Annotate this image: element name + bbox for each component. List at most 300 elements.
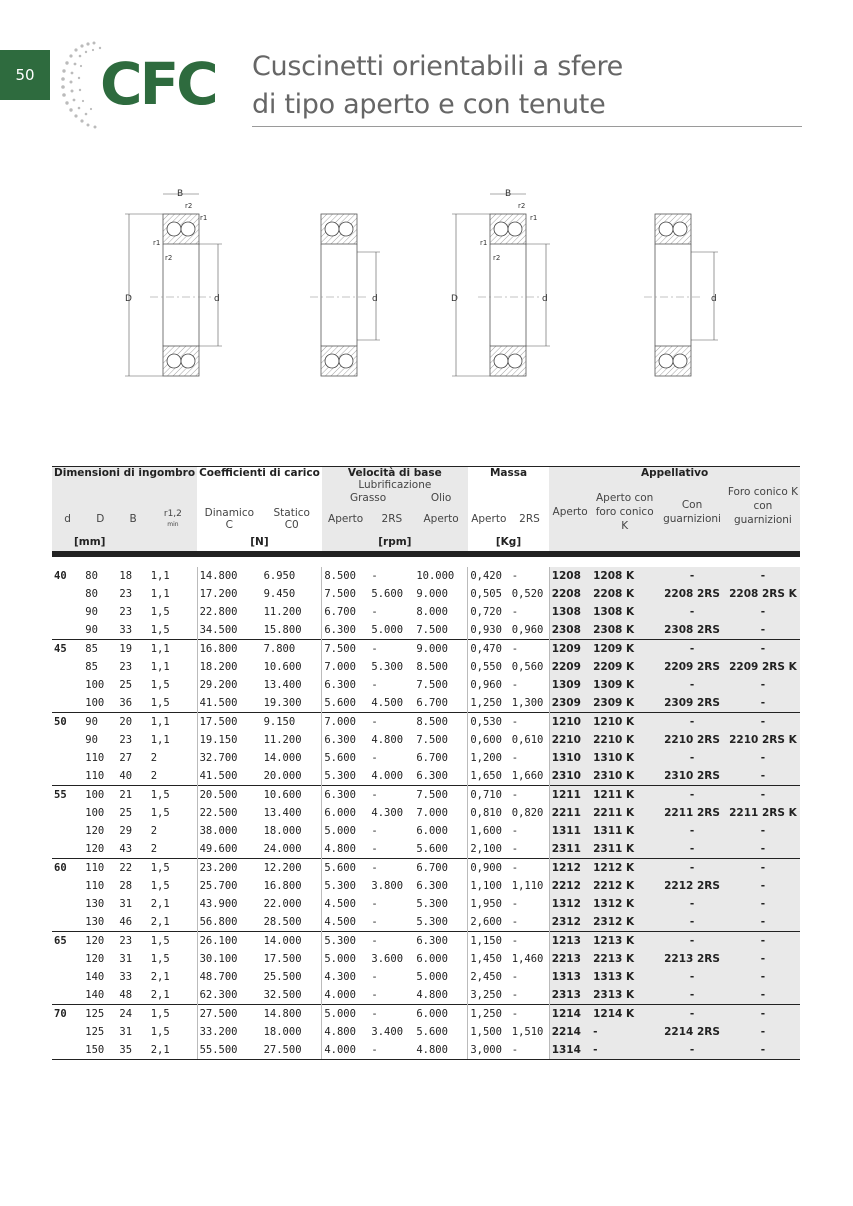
table-cell: 80 (85, 570, 98, 582)
table-cell: 2210 2RS K (726, 731, 800, 749)
table-cell: 130 (85, 916, 105, 928)
table-cell: 4.800 (416, 989, 448, 1001)
table-cell: - (658, 640, 726, 659)
table-cell: 5.600 (416, 843, 448, 855)
bearing-spec-table-wrap (52, 466, 800, 1060)
table-cell: 2209 2RS K (726, 658, 800, 676)
table-cell: 4.500 (371, 697, 404, 709)
table-row (52, 749, 800, 767)
table-row (52, 1005, 800, 1024)
table-row (52, 968, 800, 986)
table-cell: 1,1 (150, 661, 170, 673)
table-cell: 32.500 (263, 989, 302, 1001)
table-cell: 7.000 (322, 713, 370, 732)
table-body (52, 567, 800, 1060)
table-cell: - (726, 859, 800, 878)
table-cell: 24 (117, 1005, 148, 1024)
table-cell: 65 (52, 932, 83, 951)
table-cell: 1,660 (511, 770, 544, 782)
table-cell: 1,250 (468, 1005, 510, 1024)
table-cell: 2313 K (591, 986, 658, 1005)
col-statico (262, 505, 322, 533)
table-cell: 25 (119, 679, 133, 691)
table-cell: 1313 K (591, 968, 658, 986)
table-cell: 23 (119, 734, 133, 746)
table-cell: 90 (85, 734, 98, 746)
table-cell: 17.500 (263, 953, 302, 965)
table-cell: 49.600 (197, 840, 262, 859)
col-massa-2rs: 2RS (519, 513, 540, 525)
col-D: D (83, 505, 117, 533)
table-cell: 7.500 (416, 624, 448, 636)
table-cell: 1314 (549, 1041, 591, 1060)
table-cell: 2208 K (591, 585, 658, 603)
bearing-spec-table (52, 466, 800, 1060)
table-cell: 0,420 (468, 567, 510, 585)
table-cell: 2214 (549, 1023, 591, 1041)
table-cell: 0,900 (468, 859, 510, 878)
table-cell: - (369, 932, 414, 951)
table-cell: 1208 K (591, 567, 658, 585)
table-cell: 27.500 (197, 1005, 262, 1024)
table-cell: 1311 K (591, 822, 658, 840)
table-cell (52, 767, 83, 786)
col-r12 (149, 505, 197, 533)
table-cell: 2,1 (150, 916, 170, 928)
page-title (252, 48, 623, 124)
table-cell: - (658, 676, 726, 694)
table-cell: - (658, 932, 726, 951)
table-cell: 0,930 (468, 621, 510, 640)
table-row (52, 950, 800, 968)
table-cell: - (726, 621, 800, 640)
table-cell: - (591, 1023, 658, 1041)
table-cell: 0,710 (468, 786, 510, 805)
table-cell: 36 (119, 697, 133, 709)
table-cell: 5.600 (322, 694, 370, 713)
table-cell: - (371, 570, 378, 582)
table-cell: 2308 (549, 621, 591, 640)
table-cell: 17.200 (197, 585, 262, 603)
table-cell: - (371, 606, 378, 618)
table-cell: 4.000 (371, 770, 404, 782)
table-cell: 20 (117, 713, 148, 732)
table-cell: 100 (85, 807, 105, 819)
table-cell: 1312 K (591, 895, 658, 913)
table-cell: 150 (83, 1041, 117, 1060)
title-line-1: Cuscinetti orientabili a sfere (252, 51, 623, 82)
table-cell: 2309 (549, 694, 591, 713)
col-dinamico-symbol: C (225, 519, 233, 531)
table-cell (52, 1041, 83, 1060)
table-cell: 2212 2RS (658, 877, 726, 895)
table-row (52, 585, 800, 603)
table-cell: 125 (85, 1026, 105, 1038)
table-cell: 31 (119, 953, 133, 965)
table-cell: - (658, 986, 726, 1005)
table-cell: 140 (85, 971, 105, 983)
table-cell: 6.300 (414, 932, 468, 951)
table-cell: 1,150 (468, 932, 510, 951)
table-cell: 34.500 (197, 621, 262, 640)
table-cell: - (511, 679, 519, 691)
table-cell: 9.450 (263, 588, 296, 600)
page-number: 50 (15, 66, 35, 84)
table-cell: 2211 2RS (658, 804, 726, 822)
table-cell: - (511, 570, 519, 582)
table-cell: 25 (119, 807, 133, 819)
table-cell: 1311 (549, 822, 591, 840)
table-row (52, 877, 800, 895)
table-row (52, 621, 800, 640)
table-cell: 55 (52, 786, 83, 805)
table-cell: 0,530 (468, 713, 510, 732)
label-B-3: B (505, 189, 512, 199)
table-cell: - (726, 713, 800, 732)
table-cell: - (726, 676, 800, 694)
table-cell: 2208 2RS (658, 585, 726, 603)
table-cell: - (726, 913, 800, 932)
table-cell: - (510, 932, 549, 951)
logo-dot-ring (61, 42, 101, 129)
table-cell: - (510, 640, 549, 659)
col-olio-aperto: Aperto (414, 505, 468, 533)
table-cell: 29.200 (197, 676, 262, 694)
table-cell: 1,600 (468, 822, 510, 840)
table-cell (52, 585, 83, 603)
table-cell: 1,5 (150, 697, 170, 709)
table-cell: 23 (119, 588, 133, 600)
col-massa-aperto: Aperto (471, 513, 507, 525)
table-cell (52, 749, 83, 767)
table-cell: 24.000 (263, 843, 302, 855)
table-row (52, 913, 800, 932)
drawing-sealed-bearing-tapered (644, 214, 718, 376)
table-cell: 1211 K (591, 786, 658, 805)
drawing-open-bearing (125, 189, 222, 376)
table-row (52, 603, 800, 621)
table-cell: 19.300 (263, 697, 302, 709)
table-cell: 27.500 (262, 1041, 322, 1060)
table-cell: - (369, 1041, 414, 1060)
table-cell: 0,960 (468, 676, 510, 694)
table-cell: 45 (52, 640, 83, 659)
table-cell: 10.600 (262, 786, 322, 805)
table-cell (52, 840, 83, 859)
table-cell: 14.800 (262, 1005, 322, 1024)
table-cell: 5.300 (371, 661, 404, 673)
table-cell (52, 621, 83, 640)
table-cell: - (510, 713, 549, 732)
table-cell: 33 (119, 971, 133, 983)
col-foro-conico-k-guarnizioni: Foro conico K con guarnizioni (726, 479, 800, 533)
table-cell: 32.700 (197, 749, 262, 767)
table-cell: - (369, 713, 414, 732)
table-cell: 100 (83, 786, 117, 805)
table-cell: 1,5 (149, 932, 197, 951)
table-cell: 5.600 (322, 749, 370, 767)
label-d-4: d (711, 294, 717, 304)
sub-olio: Olio (414, 491, 468, 505)
table-cell: 1308 (549, 603, 591, 621)
table-cell: 110 (85, 880, 105, 892)
table-cell: 1209 K (591, 640, 658, 659)
table-cell: 18.000 (263, 825, 302, 837)
logo-text: CFC (100, 50, 216, 118)
table-row (52, 731, 800, 749)
table-cell: 5.300 (322, 877, 370, 895)
table-cell: - (511, 971, 519, 983)
unit-rpm: [rpm] (322, 533, 468, 552)
table-cell: - (726, 968, 800, 986)
table-cell: - (369, 640, 414, 659)
table-cell: 4.300 (322, 968, 370, 986)
table-cell: 1,5 (149, 786, 197, 805)
table-cell: 23.200 (197, 859, 262, 878)
table-cell: 100 (85, 679, 105, 691)
table-cell: 56.800 (197, 913, 262, 932)
table-cell (52, 804, 83, 822)
table-cell: 11.200 (263, 606, 302, 618)
table-cell: 1214 (549, 1005, 591, 1024)
table-cell: 6.700 (414, 859, 468, 878)
table-cell (52, 731, 83, 749)
table-cell: 2212 (549, 877, 591, 895)
table-cell: 22 (117, 859, 148, 878)
table-cell: 6.300 (322, 786, 370, 805)
table-cell (52, 676, 83, 694)
table-row (52, 1023, 800, 1041)
table-cell: - (658, 895, 726, 913)
table-cell: 5.000 (322, 822, 370, 840)
table-cell: 14.800 (197, 567, 262, 585)
table-cell: 1,450 (468, 950, 510, 968)
table-cell: 1,5 (150, 1026, 170, 1038)
table-cell: 1,110 (511, 880, 544, 892)
table-cell: 2312 K (591, 913, 658, 932)
table-cell: 120 (85, 825, 105, 837)
table-row (52, 895, 800, 913)
table-cell: - (369, 859, 414, 878)
table-row (52, 859, 800, 878)
table-cell: 43 (119, 843, 133, 855)
table-cell: 20.500 (197, 786, 262, 805)
table-cell: 2308 K (591, 621, 658, 640)
col-grasso-aperto: Aperto (322, 505, 370, 533)
table-cell: 5.000 (416, 971, 448, 983)
table-cell: - (658, 603, 726, 621)
title-underline (252, 126, 802, 127)
table-cell: 33.200 (197, 1023, 262, 1041)
table-cell: 1213 K (591, 932, 658, 951)
table-cell: 2213 2RS (658, 950, 726, 968)
table-row (52, 786, 800, 805)
table-cell: 31 (119, 898, 133, 910)
table-cell: 1,1 (149, 713, 197, 732)
table-cell: - (726, 786, 800, 805)
table-cell: - (726, 1041, 800, 1060)
table-cell: 1313 (549, 968, 591, 986)
table-cell: 2213 (549, 950, 591, 968)
table-cell: 0,470 (468, 640, 510, 659)
table-cell: 1,1 (150, 734, 170, 746)
table-cell: 4.500 (322, 913, 370, 932)
table-cell: 120 (85, 953, 105, 965)
table-cell: - (726, 694, 800, 713)
table-cell: 16.800 (197, 640, 262, 659)
table-cell: 0,960 (511, 624, 544, 636)
table-cell: 6.300 (416, 770, 448, 782)
table-cell (52, 694, 83, 713)
table-cell: - (658, 859, 726, 878)
group-coefficienti: Coefficienti di carico (199, 467, 320, 479)
table-cell: 6.700 (416, 697, 448, 709)
table-cell: 2309 2RS (658, 694, 726, 713)
col-dinamico-label: Dinamico (204, 507, 255, 519)
table-cell: 0,520 (511, 588, 544, 600)
col-grasso-2rs: 2RS (369, 505, 414, 533)
table-cell: - (511, 916, 519, 928)
table-cell: 90 (83, 713, 117, 732)
table-cell: 3.400 (371, 1026, 404, 1038)
unit-mm: [mm] (52, 533, 197, 552)
table-cell: - (726, 767, 800, 786)
table-cell: 2313 (549, 986, 591, 1005)
table-cell: 5.000 (322, 1005, 370, 1024)
table-cell: 2 (150, 770, 158, 782)
table-cell: 43.900 (197, 895, 262, 913)
table-cell: 4.800 (371, 734, 404, 746)
table-row (52, 932, 800, 951)
col-statico-label: Statico (273, 507, 310, 519)
table-cell: 1,250 (468, 694, 510, 713)
table-cell: 85 (83, 640, 117, 659)
table-row (52, 767, 800, 786)
table-cell: - (371, 989, 378, 1001)
unit-kg: [Kg] (468, 533, 549, 552)
table-cell: 1212 (549, 859, 591, 878)
table-cell: 19.150 (197, 731, 262, 749)
table-cell: 2 (150, 752, 158, 764)
table-cell: 3.800 (371, 880, 404, 892)
table-cell: 125 (83, 1005, 117, 1024)
table-cell: - (726, 822, 800, 840)
label-r1-top-3: r1 (530, 214, 538, 222)
table-cell (52, 1023, 83, 1041)
table-cell: 1,5 (150, 880, 170, 892)
table-cell: 10.000 (416, 570, 455, 582)
label-D-3: D (451, 294, 458, 304)
table-cell: 1209 (549, 640, 591, 659)
table-cell: 4.800 (414, 1041, 468, 1060)
label-r2-side-1: r2 (165, 254, 173, 262)
table-cell: 70 (52, 1005, 83, 1024)
table-cell: - (658, 567, 726, 585)
table-cell: 25.500 (263, 971, 302, 983)
label-r1-side-1: r1 (153, 239, 161, 247)
table-cell (52, 986, 83, 1005)
table-cell (52, 877, 83, 895)
label-B-1: B (177, 189, 184, 199)
drawing-open-bearing-tapered (310, 214, 380, 376)
table-cell: 2210 (549, 731, 591, 749)
group-velocita: Velocità di base (322, 467, 468, 480)
table-cell: 28.500 (263, 916, 302, 928)
table-cell: 1308 K (591, 603, 658, 621)
table-cell: 25.700 (197, 877, 262, 895)
table-cell: 1,5 (149, 859, 197, 878)
table-cell: 1,950 (468, 895, 510, 913)
table-cell: 23 (119, 606, 133, 618)
table-cell: 33 (119, 624, 133, 636)
table-cell: 2208 (549, 585, 591, 603)
table-cell: 2210 2RS (658, 731, 726, 749)
table-cell: 140 (85, 989, 105, 1001)
label-d-1: d (214, 294, 220, 304)
table-row (52, 676, 800, 694)
table-cell: 3.600 (371, 953, 404, 965)
col-r12-min: min (167, 521, 179, 528)
sub-grasso: Grasso (322, 491, 414, 505)
table-cell: 5.300 (416, 916, 448, 928)
table-cell: 80 (85, 588, 98, 600)
table-cell: - (371, 752, 378, 764)
table-cell: 3,000 (468, 1041, 510, 1060)
table-cell: 7.800 (262, 640, 322, 659)
table-cell: 27 (119, 752, 133, 764)
table-cell: - (658, 1005, 726, 1024)
table-cell: 7.000 (322, 658, 370, 676)
table-cell: 1210 (549, 713, 591, 732)
table-cell: 50 (52, 713, 83, 732)
table-row (52, 840, 800, 859)
table-cell: - (726, 640, 800, 659)
table-cell: 100 (85, 697, 105, 709)
label-D-1: D (125, 294, 132, 304)
table-cell: 41.500 (197, 694, 262, 713)
table-cell: 41.500 (197, 767, 262, 786)
col-d: d (52, 505, 83, 533)
table-cell: - (511, 606, 519, 618)
table-cell: 1,100 (468, 877, 510, 895)
table-cell: - (511, 843, 519, 855)
table-cell: 6.000 (416, 953, 448, 965)
table-cell: - (511, 825, 519, 837)
label-r2-side-3: r2 (493, 254, 501, 262)
table-cell (52, 950, 83, 968)
table-cell: 7.500 (414, 786, 468, 805)
table-cell (52, 603, 83, 621)
table-cell: 7.500 (322, 640, 370, 659)
table-cell: - (726, 567, 800, 585)
table-cell: 2214 2RS (658, 1023, 726, 1041)
table-cell: 1,200 (468, 749, 510, 767)
table-cell: 6.700 (416, 752, 448, 764)
table-cell: 6.000 (414, 1005, 468, 1024)
table-row (52, 694, 800, 713)
table-cell: 55.500 (197, 1041, 262, 1060)
table-cell: 1211 (549, 786, 591, 805)
table-cell: 6.000 (322, 804, 370, 822)
table-cell: - (511, 989, 519, 1001)
table-cell: 18.000 (263, 1026, 302, 1038)
table-cell: 1,300 (511, 697, 544, 709)
table-cell: - (726, 1023, 800, 1041)
table-cell: 3,250 (468, 986, 510, 1005)
table-cell (52, 822, 83, 840)
table-cell: 0,560 (511, 661, 544, 673)
table-cell: 110 (85, 770, 105, 782)
